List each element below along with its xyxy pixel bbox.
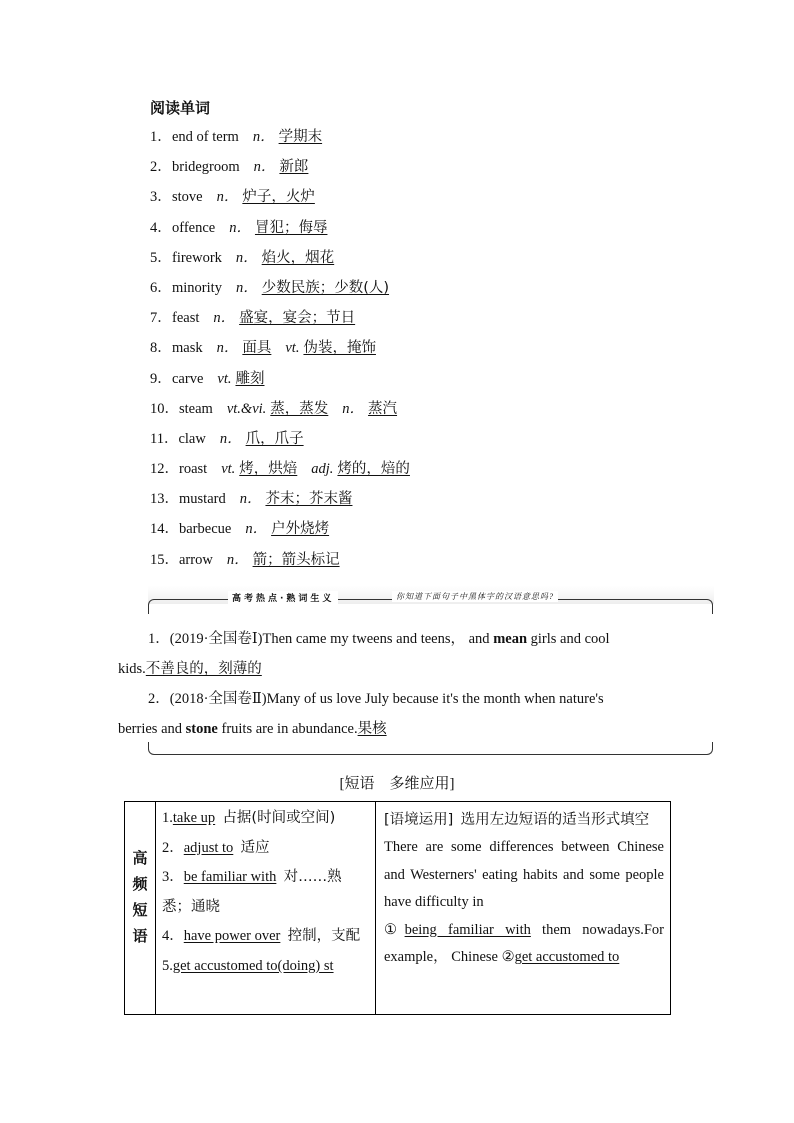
phrase-item <box>162 804 369 834</box>
vocab-meaning: 焰火，烟花 <box>261 249 335 266</box>
vocab-number: 10． <box>150 400 179 417</box>
vocab-item <box>150 488 410 518</box>
vocab-item <box>150 217 410 247</box>
vocab-item <box>150 549 410 579</box>
vocab-meaning: 雕刻 <box>235 370 265 387</box>
part-of-speech: n． <box>239 491 262 508</box>
vocab-meaning: 芥末；芥末酱 <box>265 491 353 508</box>
vocab-meaning: 箭；箭头标记 <box>252 551 340 568</box>
exercise-passage <box>384 834 664 972</box>
phrase-item <box>162 863 369 922</box>
exercise-tag: [语境运用] <box>384 812 454 828</box>
vocab-meaning: 面具 <box>242 340 272 357</box>
part-of-speech: vt. <box>217 370 232 387</box>
part-of-speech: n． <box>252 129 275 145</box>
vocab-number: 7． <box>150 310 172 327</box>
vocab-number: 4． <box>150 219 172 236</box>
exercise-cell <box>376 802 671 1015</box>
vocab-word: stove <box>172 189 203 206</box>
part-of-speech: n． <box>235 249 258 266</box>
vocab-word: arrow <box>179 551 213 568</box>
vocab-number: 15． <box>150 551 179 568</box>
vocab-number: 11． <box>150 430 179 447</box>
vocab-meaning: 少数民族；少数(人) <box>261 279 390 296</box>
vocab-meaning: 爪，爪子 <box>245 430 304 447</box>
passage-text: There are some differences between Chinese and Westerners' eating habits and some people have difficulty in <box>384 839 664 910</box>
vocab-number: 9． <box>150 370 172 387</box>
blank-marker: ② <box>501 949 515 965</box>
example-text: Many of us love July because it's the month when nature's <box>266 691 604 707</box>
vocab-item <box>150 518 410 548</box>
example-2-line1 <box>118 684 678 714</box>
phrase-text: have power over <box>183 928 281 944</box>
example-text: girls and cool <box>527 631 610 647</box>
vocab-number: 5． <box>150 249 172 266</box>
vocab-item <box>150 186 410 216</box>
part-of-speech: n． <box>229 219 251 236</box>
vocab-meaning: 冒犯；侮辱 <box>254 219 328 236</box>
part-of-speech: n． <box>253 159 276 176</box>
category-char: 语 <box>132 929 148 945</box>
banner-title: 高考热点·熟词生义 <box>228 591 338 604</box>
part-of-speech: n． <box>216 340 239 357</box>
vocab-number: 12． <box>150 461 179 478</box>
phrase-number: 1. <box>162 810 173 826</box>
phrase-meaning: 占据(时间或空间) <box>222 810 336 826</box>
vocab-number: 6． <box>150 279 172 296</box>
phrase-meaning: 控制，支配 <box>287 928 361 944</box>
category-char: 短 <box>132 903 148 919</box>
vocab-item <box>150 156 410 186</box>
phrase-number: 3． <box>162 869 184 885</box>
vocab-meaning: 盛宴，宴会；节日 <box>239 310 356 327</box>
vocab-item <box>150 398 410 428</box>
phrases-cell <box>156 802 376 1015</box>
vocab-meaning: 新郎 <box>279 159 309 176</box>
vocab-word: roast <box>179 461 208 478</box>
vocab-word: mustard <box>179 491 226 508</box>
part-of-speech: adj. <box>311 461 334 478</box>
phrases-list <box>156 802 375 1012</box>
vocab-word: end of term <box>172 129 239 145</box>
vocab-meaning: 蒸，蒸发 <box>270 400 329 417</box>
example-2-line2 <box>118 714 678 744</box>
phrase-number: 2． <box>162 839 184 856</box>
blank-answer: get accustomed to <box>514 949 620 965</box>
table-heading: [短语 多维应用] <box>339 776 455 792</box>
part-of-speech: n． <box>226 551 249 568</box>
hot-topic-banner <box>148 586 714 620</box>
example-text: fruits are in abundance. <box>217 721 358 737</box>
vocab-item <box>150 337 410 367</box>
exercise-instruction <box>384 806 664 834</box>
vocab-item <box>150 307 410 337</box>
phrase-number: 5. <box>162 957 173 974</box>
example-number: 2． <box>148 691 170 707</box>
part-of-speech: n． <box>216 189 239 206</box>
example-text: kids. <box>118 661 146 677</box>
vocab-number: 1． <box>150 129 172 145</box>
vocab-meaning: 蒸汽 <box>368 400 398 417</box>
vocab-item <box>150 428 410 458</box>
example-text: Then came my tweens and teens， and <box>262 631 494 647</box>
part-of-speech: vt.&vi. <box>226 400 267 417</box>
vocab-meaning: 烤的，焙的 <box>337 461 410 478</box>
example-1-line2 <box>118 654 678 684</box>
vocab-number: 14． <box>150 521 179 538</box>
vocab-word: minority <box>172 279 222 296</box>
vocab-item <box>150 247 410 277</box>
banner-frame-bottom <box>148 742 713 755</box>
phrase-meaning: 适应 <box>240 839 270 856</box>
vocab-word: claw <box>178 430 206 447</box>
category-char: 高 <box>132 851 148 867</box>
vocab-list <box>150 126 410 579</box>
vocab-number: 2． <box>150 159 172 176</box>
vocab-word: carve <box>172 370 204 387</box>
part-of-speech: n． <box>342 400 365 417</box>
vocab-word: offence <box>172 219 216 236</box>
vocab-item <box>150 368 410 398</box>
example-answer: 果核 <box>357 721 387 737</box>
vocab-number: 8． <box>150 340 172 357</box>
phrase-text: get accustomed to(doing) st <box>172 957 334 974</box>
exercise-instruction-text: 选用左边短语的适当形式填空 <box>460 812 650 828</box>
example-bold-word: mean <box>493 631 528 647</box>
vocab-item <box>150 277 410 307</box>
part-of-speech: vt. <box>285 340 300 357</box>
vocab-word: firework <box>172 249 222 266</box>
phrase-item <box>162 834 369 864</box>
example-answer: 不善良的，刻薄的 <box>145 661 262 677</box>
vocab-number: 13． <box>150 491 179 508</box>
part-of-speech: n． <box>219 430 242 447</box>
vocab-item <box>150 458 410 488</box>
phrase-text: take up <box>172 810 216 826</box>
phrase-table <box>124 801 671 1015</box>
phrase-text: be familiar with <box>183 869 277 885</box>
category-char: 频 <box>132 877 148 893</box>
vocab-word: barbecue <box>179 521 232 538</box>
vocab-meaning: 烤，烘焙 <box>239 461 298 478</box>
example-1-line1 <box>118 624 678 654</box>
category-cell <box>125 802 156 1015</box>
vocab-meaning: 户外烧烤 <box>271 521 330 538</box>
example-bold-word: stone <box>185 721 218 737</box>
vocab-item <box>150 126 410 156</box>
vocab-meaning: 学期末 <box>278 129 323 145</box>
phrase-text: adjust to <box>183 839 234 856</box>
vocab-word: feast <box>172 310 200 327</box>
example-source: (2019·全国卷Ⅰ) <box>169 631 263 647</box>
phrase-item <box>162 952 369 982</box>
phrase-meaning: 对……熟悉；通晓 <box>162 869 342 915</box>
section-title: 阅读单词 <box>150 101 211 117</box>
example-source: (2018·全国卷Ⅱ) <box>169 691 267 707</box>
example-number: 1． <box>148 631 170 647</box>
example-sentences <box>118 624 678 744</box>
vocab-word: mask <box>172 340 203 357</box>
part-of-speech: n． <box>213 310 236 327</box>
category-label <box>125 802 155 950</box>
vocab-number: 3． <box>150 189 172 206</box>
banner-hint: 你知道下面句子中黑体字的汉语意思吗? <box>392 591 558 602</box>
passage-text: them nowadays.For example， Chinese <box>384 921 664 965</box>
exercise-content <box>376 802 670 1014</box>
vocab-meaning: 炉子，火炉 <box>242 189 315 206</box>
vocab-meaning: 伪装，掩饰 <box>303 340 376 357</box>
phrase-item <box>162 922 369 952</box>
blank-answer: being familiar with <box>404 921 531 938</box>
part-of-speech: vt. <box>221 461 236 478</box>
part-of-speech: n． <box>245 521 268 538</box>
blank-marker: ① <box>384 921 405 938</box>
phrase-number: 4． <box>162 928 184 944</box>
vocab-word: bridegroom <box>172 159 240 176</box>
vocab-word: steam <box>179 400 213 417</box>
part-of-speech: n． <box>235 279 258 296</box>
example-text: berries and <box>118 721 186 737</box>
